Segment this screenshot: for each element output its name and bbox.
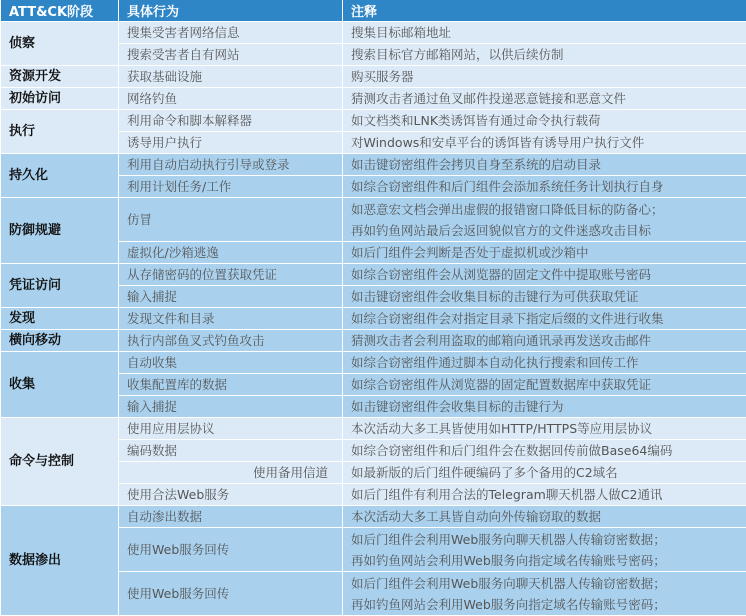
- stage-cell: 数据渗出: [1, 506, 119, 616]
- behavior-cell: 虚拟化/沙箱逃逸: [119, 242, 343, 264]
- table-row: [1, 506, 746, 528]
- note-line: 如恶意宏文档会弹出虚假的报错窗口降低目标的防备心；: [351, 201, 664, 217]
- behavior-cell: 搜集受害者网络信息: [119, 22, 343, 44]
- behavior-cell: 发现文件和目录: [119, 308, 343, 330]
- behavior-cell: 诱导用户执行: [119, 132, 343, 154]
- note-line: 再如钓鱼网站会利用Web服务向指定域名传输账号密码；: [351, 596, 666, 612]
- behavior-cell: 编码数据: [119, 440, 343, 462]
- note-cell: [343, 198, 746, 242]
- behavior-cell: 从存储密码的位置获取凭证: [119, 264, 343, 286]
- stage-cell: 命令与控制: [1, 418, 119, 506]
- behavior-cell: 收集配置库的数据: [119, 374, 343, 396]
- note-cell: 如击键窃密组件会拷贝自身至系统的启动目录: [343, 154, 746, 176]
- stage-cell: 横向移动: [1, 330, 119, 352]
- note-cell: 如最新版的后门组件硬编码了多个备用的C2域名: [343, 462, 746, 484]
- behavior-cell: 利用命令和脚本解释器: [119, 110, 343, 132]
- behavior-cell: 网络钓鱼: [119, 88, 343, 110]
- stage-cell: 侦察: [1, 22, 119, 66]
- table-row: [1, 264, 746, 286]
- note-line: 如后门组件会利用Web服务向聊天机器人传输窃密数据；: [351, 575, 666, 591]
- behavior-cell: 输入捕捉: [119, 396, 343, 418]
- note-line: 再如钓鱼网站会利用Web服务向指定域名传输账号密码；: [351, 552, 666, 568]
- note-cell: 对Windows和安卓平台的诱饵皆有诱导用户执行文件: [343, 132, 746, 154]
- header-notes: 注释: [343, 0, 746, 22]
- table-row: [1, 154, 746, 176]
- note-cell: 如综合窃密组件会从浏览器的固定文件中提取账号密码: [343, 264, 746, 286]
- note-cell: 猜测攻击者会利用盗取的邮箱向通讯录再发送攻击邮件: [343, 330, 746, 352]
- header-stage: ATT&CK阶段: [1, 0, 119, 22]
- note-cell: [343, 528, 746, 572]
- stage-cell: 持久化: [1, 154, 119, 198]
- note-cell: 本次活动大多工具皆使用如HTTP/HTTPS等应用层协议: [343, 418, 746, 440]
- behavior-cell: 搜索受害者自有网站: [119, 44, 343, 66]
- note-cell: 如后门组件有利用合法的Telegram聊天机器人做C2通讯: [343, 484, 746, 506]
- note-cell: 如综合窃密组件和后门组件会在数据回传前做Base64编码: [343, 440, 746, 462]
- behavior-cell: 输入捕捉: [119, 286, 343, 308]
- note-cell: 如综合窃密组件从浏览器的固定配置数据库中获取凭证: [343, 374, 746, 396]
- behavior-cell: 使用合法Web服务: [119, 484, 343, 506]
- behavior-cell: 使用备用信道: [119, 462, 343, 484]
- note-line: 再如钓鱼网站最后会返回貌似官方的文件迷惑攻击目标: [351, 222, 652, 238]
- note-cell: 购买服务器: [343, 66, 746, 88]
- table-row: [1, 88, 746, 110]
- table-row: [1, 418, 746, 440]
- behavior-cell: 使用应用层协议: [119, 418, 343, 440]
- note-cell: [343, 572, 746, 616]
- note-cell: 如击键窃密组件会收集目标的击键行为可供获取凭证: [343, 286, 746, 308]
- table-header-row: [1, 0, 746, 22]
- note-cell: 如综合窃密组件通过脚本自动化执行搜索和回传工作: [343, 352, 746, 374]
- note-cell: 如后门组件会判断是否处于虚拟机或沙箱中: [343, 242, 746, 264]
- behavior-cell: 利用自动启动执行引导或登录: [119, 154, 343, 176]
- table-row: [1, 22, 746, 44]
- note-cell: 本次活动大多工具皆自动向外传输窃取的数据: [343, 506, 746, 528]
- note-cell: 如综合窃密组件和后门组件会添加系统任务计划执行自身: [343, 176, 746, 198]
- stage-cell: 初始访问: [1, 88, 119, 110]
- behavior-cell: 使用Web服务回传: [119, 528, 343, 572]
- note-cell: 如文档类和LNK类诱饵皆有通过命令执行载荷: [343, 110, 746, 132]
- table-row: [1, 352, 746, 374]
- note-cell: 搜集目标邮箱地址: [343, 22, 746, 44]
- behavior-cell: 仿冒: [119, 198, 343, 242]
- note-cell: 如击键窃密组件会收集目标的击键行为: [343, 396, 746, 418]
- table-row: [1, 66, 746, 88]
- behavior-cell: 使用Web服务回传: [119, 572, 343, 616]
- behavior-cell: 获取基础设施: [119, 66, 343, 88]
- behavior-cell: 利用计划任务/工作: [119, 176, 343, 198]
- table-row: [1, 330, 746, 352]
- behavior-cell: 自动收集: [119, 352, 343, 374]
- stage-cell: 凭证访问: [1, 264, 119, 308]
- behavior-cell: 自动渗出数据: [119, 506, 343, 528]
- note-cell: 搜索目标官方邮箱网站，以供后续仿制: [343, 44, 746, 66]
- stage-cell: 防御规避: [1, 198, 119, 264]
- stage-cell: 资源开发: [1, 66, 119, 88]
- stage-cell: 执行: [1, 110, 119, 154]
- table-row: [1, 198, 746, 242]
- table-row: [1, 308, 746, 330]
- note-line: 如后门组件会利用Web服务向聊天机器人传输窃密数据；: [351, 531, 666, 547]
- stage-cell: 收集: [1, 352, 119, 418]
- header-behavior: 具体行为: [119, 0, 343, 22]
- table-row: [1, 110, 746, 132]
- behavior-cell: 执行内部鱼叉式钓鱼攻击: [119, 330, 343, 352]
- stage-cell: 发现: [1, 308, 119, 330]
- note-cell: 猜测攻击者通过鱼叉邮件投递恶意链接和恶意文件: [343, 88, 746, 110]
- note-cell: 如综合窃密组件会对指定目录下指定后缀的文件进行收集: [343, 308, 746, 330]
